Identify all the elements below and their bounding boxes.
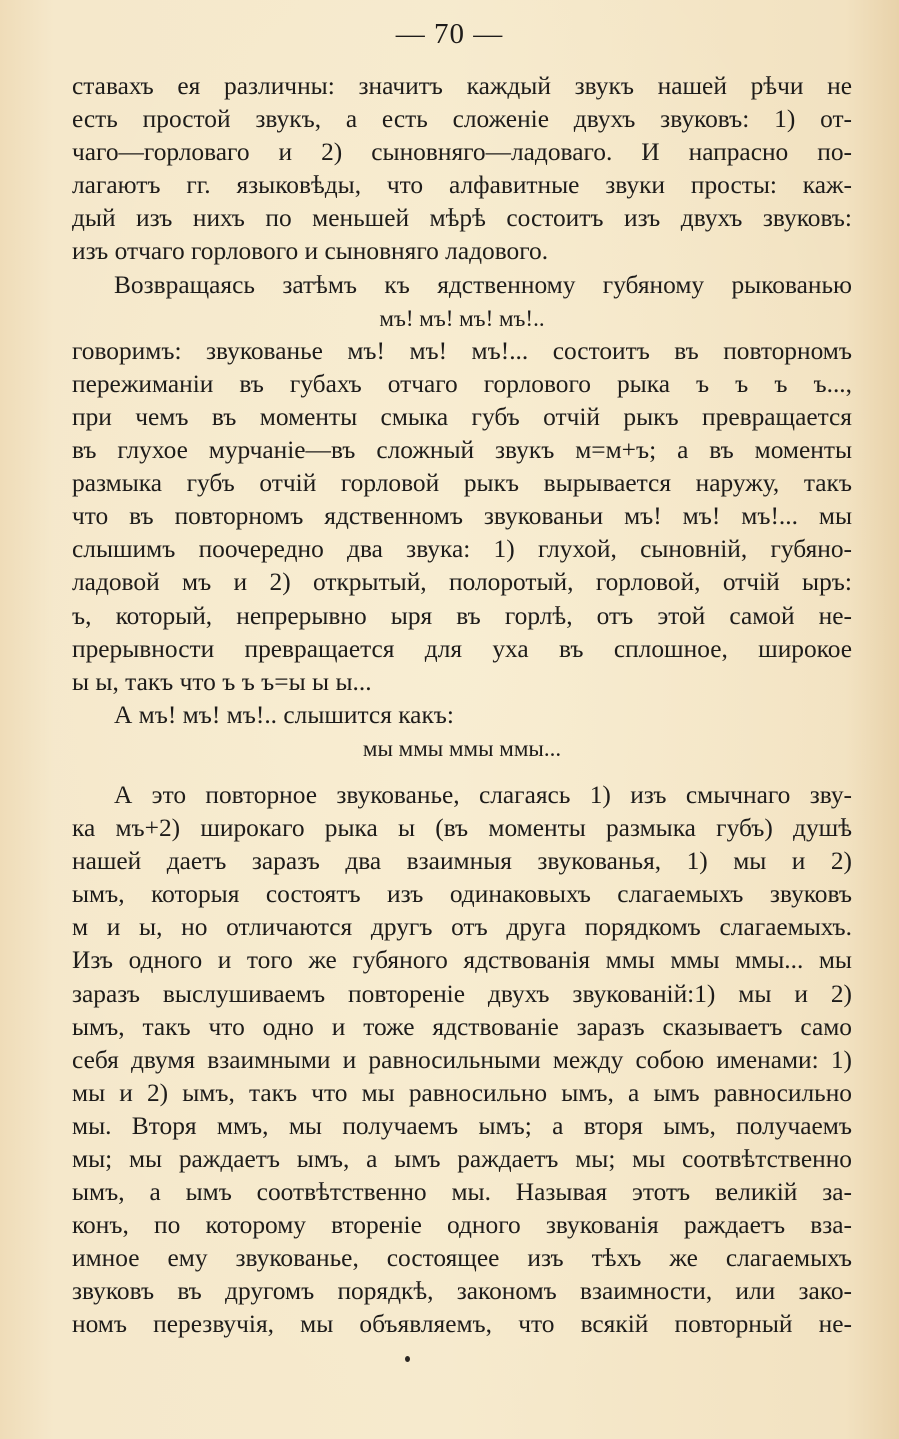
- text-line: слышимъ поочередно два звука: 1) глухой, сыновнiй, губяно-: [72, 535, 852, 564]
- text-line: чаго—горловаго и 2) сыновняго—ладоваго. И напрасно по-: [72, 138, 852, 167]
- text-line: при чемъ въ моменты смыка губъ отчiй рыкъ превращается: [72, 402, 852, 431]
- text-line: звуковъ въ другомъ порядкѣ, закономъ взаимности, или зако-: [72, 1277, 852, 1306]
- text-line: мы ммы ммы ммы...: [362, 735, 562, 761]
- text-line: мъ! мъ! мъ! мъ!..: [379, 305, 545, 331]
- text-line: имное ему звукованье, состоящее изъ тѣхъ же слагаемыхъ: [72, 1244, 852, 1273]
- text-line: прерывности превращается для уха въ сплошное, широкое: [72, 634, 852, 663]
- text-line: нашей даетъ заразъ два взаимныя звукованья, 1) мы и 2): [72, 847, 852, 876]
- text-line: ымъ, такъ что одно и тоже ядствованiе заразъ сказываетъ само: [72, 1012, 852, 1041]
- text-line: ставахъ ея различны: значитъ каждый звукъ нашей рѣчи не: [72, 72, 852, 100]
- text-line: въ глухое мурчанiе—въ сложный звукъ м=м+ъ; а въ моменты: [72, 436, 852, 465]
- text-line: м и ы, но отличаются другъ отъ друга порядкомъ слагаемыхъ.: [72, 913, 852, 942]
- text-line: ымъ, которыя состоятъ изъ одинаковыхъ слагаемыхъ звуковъ: [72, 880, 852, 909]
- text-line: себя двумя взаимными и равносильными между собою именами: 1): [72, 1045, 852, 1074]
- text-line: А это повторное звукованье, слагаясь 1) изъ смычнаго зву-: [114, 780, 852, 809]
- text-line: есть простой звукъ, а есть сложенiе двухъ звуковъ: 1) от-: [72, 105, 852, 134]
- text-line: ладовой мъ и 2) открытый, полоротый, горловой, отчiй ыръ:: [72, 568, 852, 597]
- text-line: что въ повторномъ ядственномъ звукованьи мъ! мъ! мъ!... мы: [72, 502, 852, 531]
- text-line: дый изъ нихъ по меньшей мѣрѣ состоитъ изъ двухъ звуковъ:: [72, 204, 852, 233]
- text-line: мы; мы раждаетъ ымъ, а ымъ раждаетъ мы; мы соотвѣтственно: [72, 1145, 852, 1173]
- text-line: номъ перезвучiя, мы объявляемъ, что всякiй повторный не-: [72, 1310, 852, 1339]
- page-number: — 70 —: [395, 18, 504, 50]
- text-line: мы и 2) ымъ, такъ что мы равносильно ымъ, а ымъ равносильно: [72, 1078, 852, 1107]
- text-line: заразъ выслушиваемъ повторенiе двухъ звукованiй:1) мы и 2): [72, 979, 852, 1008]
- text-line: изъ отчаго горлового и сыновняго ладового.: [72, 237, 549, 266]
- text-line: мы. Вторя ммъ, мы получаемъ ымъ; а вторя ымъ, получаемъ: [72, 1111, 852, 1140]
- text-line: конъ, по которому вторенiе одного звукованiя раждаетъ вза-: [72, 1211, 852, 1240]
- text-line: ка мъ+2) широкаго рыка ы (въ моменты размыка губъ) душѣ: [72, 814, 852, 843]
- text-line: Возвращаясь затѣмъ къ ядственному губяному рыкованью: [114, 270, 852, 299]
- ink-dot: [405, 1356, 410, 1362]
- paragraph-gap: [72, 765, 852, 779]
- text-line: пережиманiи въ губахъ отчаго горлового рыка ъ ъ ъ ъ...,: [72, 369, 852, 398]
- text-line: ъ, который, непрерывно ыря въ горлѣ, отъ этой самой не-: [72, 601, 852, 630]
- body-text: [72, 70, 852, 1342]
- text-line: лагаютъ гг. языковѣды, что алфавитные звуки просты: каж-: [72, 171, 852, 200]
- text-line: А мъ! мъ! мъ!.. слышится какъ:: [114, 700, 454, 729]
- text-line: ы ы, такъ что ъ ъ ъ=ы ы ы...: [72, 667, 372, 696]
- text-line: размыка губъ отчiй горловой рыкъ вырывается наружу, такъ: [72, 469, 852, 498]
- text-line: ымъ, а ымъ соотвѣтственно мы. Называя этотъ великiй за-: [72, 1178, 852, 1207]
- text-line: Изъ одного и того же губяного ядствованiя ммы ммы ммы... мы: [72, 946, 852, 975]
- text-line: говоримъ: звукованье мъ! мъ! мъ!... состоитъ въ повторномъ: [72, 336, 852, 365]
